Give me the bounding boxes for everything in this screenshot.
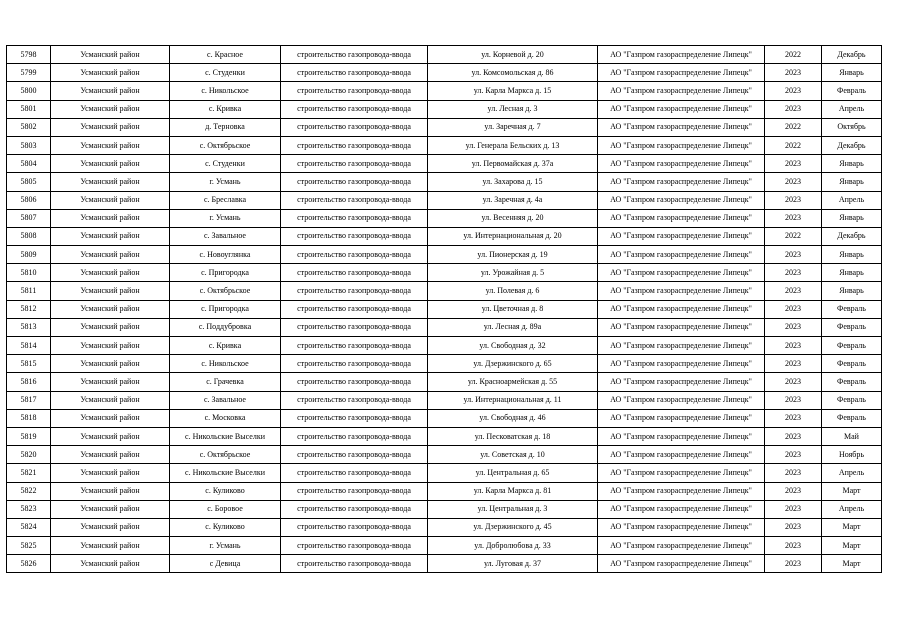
district-cell: Усманский район [51, 246, 170, 264]
settlement-cell: с. Октябрьское [170, 136, 281, 154]
organization-cell: АО "Газпром газораспределение Липецк" [598, 46, 765, 64]
address-cell: ул. Заречная д. 4а [428, 191, 598, 209]
organization-cell: АО "Газпром газораспределение Липецк" [598, 355, 765, 373]
work-type-cell: строительство газопровода-ввода [281, 337, 428, 355]
year-cell: 2023 [765, 155, 822, 173]
settlement-cell: с. Кривка [170, 100, 281, 118]
month-cell: Апрель [822, 500, 882, 518]
address-cell: ул. Луговая д. 37 [428, 555, 598, 573]
address-cell: ул. Комсомольская д. 86 [428, 64, 598, 82]
row-number-cell: 5807 [7, 209, 51, 227]
address-cell: ул. Захарова д. 15 [428, 173, 598, 191]
work-type-cell: строительство газопровода-ввода [281, 318, 428, 336]
year-cell: 2023 [765, 427, 822, 445]
year-cell: 2023 [765, 500, 822, 518]
district-cell: Усманский район [51, 518, 170, 536]
row-number-cell: 5809 [7, 246, 51, 264]
work-type-cell: строительство газопровода-ввода [281, 264, 428, 282]
settlement-cell: с. Студенки [170, 155, 281, 173]
table-row [7, 209, 882, 227]
work-type-cell: строительство газопровода-ввода [281, 409, 428, 427]
district-cell: Усманский район [51, 155, 170, 173]
row-number-cell: 5802 [7, 118, 51, 136]
work-type-cell: строительство газопровода-ввода [281, 464, 428, 482]
work-type-cell: строительство газопровода-ввода [281, 555, 428, 573]
year-cell: 2023 [765, 300, 822, 318]
month-cell: Март [822, 555, 882, 573]
organization-cell: АО "Газпром газораспределение Липецк" [598, 391, 765, 409]
month-cell: Март [822, 537, 882, 555]
district-cell: Усманский район [51, 173, 170, 191]
settlement-cell: с. Куликово [170, 518, 281, 536]
settlement-cell: с. Московка [170, 409, 281, 427]
organization-cell: АО "Газпром газораспределение Липецк" [598, 318, 765, 336]
table-body [7, 46, 882, 573]
row-number-cell: 5812 [7, 300, 51, 318]
organization-cell: АО "Газпром газораспределение Липецк" [598, 155, 765, 173]
settlement-cell: г. Усмань [170, 537, 281, 555]
year-cell: 2023 [765, 64, 822, 82]
year-cell: 2023 [765, 282, 822, 300]
address-cell: ул. Свободная д. 32 [428, 337, 598, 355]
table-row [7, 427, 882, 445]
work-type-cell: строительство газопровода-ввода [281, 173, 428, 191]
address-cell: ул. Интернациональная д. 20 [428, 227, 598, 245]
organization-cell: АО "Газпром газораспределение Липецк" [598, 373, 765, 391]
settlement-cell: с. Поддубровка [170, 318, 281, 336]
table-row [7, 446, 882, 464]
month-cell: Февраль [822, 373, 882, 391]
table-row [7, 64, 882, 82]
month-cell: Январь [822, 282, 882, 300]
address-cell: ул. Дзержинского д. 65 [428, 355, 598, 373]
organization-cell: АО "Газпром газораспределение Липецк" [598, 500, 765, 518]
year-cell: 2023 [765, 173, 822, 191]
work-type-cell: строительство газопровода-ввода [281, 227, 428, 245]
year-cell: 2023 [765, 518, 822, 536]
district-cell: Усманский район [51, 264, 170, 282]
row-number-cell: 5799 [7, 64, 51, 82]
organization-cell: АО "Газпром газораспределение Липецк" [598, 555, 765, 573]
row-number-cell: 5798 [7, 46, 51, 64]
settlement-cell: с. Октябрьское [170, 282, 281, 300]
address-cell: ул. Карла Маркса д. 81 [428, 482, 598, 500]
district-cell: Усманский район [51, 373, 170, 391]
work-type-cell: строительство газопровода-ввода [281, 100, 428, 118]
table-row [7, 409, 882, 427]
work-type-cell: строительство газопровода-ввода [281, 155, 428, 173]
settlement-cell: с. Красное [170, 46, 281, 64]
work-type-cell: строительство газопровода-ввода [281, 136, 428, 154]
row-number-cell: 5824 [7, 518, 51, 536]
row-number-cell: 5826 [7, 555, 51, 573]
settlement-cell: с. Грачевка [170, 373, 281, 391]
address-cell: ул. Центральная д. 3 [428, 500, 598, 518]
work-type-cell: строительство газопровода-ввода [281, 446, 428, 464]
year-cell: 2022 [765, 118, 822, 136]
year-cell: 2023 [765, 100, 822, 118]
work-type-cell: строительство газопровода-ввода [281, 537, 428, 555]
month-cell: Апрель [822, 100, 882, 118]
settlement-cell: с. Куликово [170, 482, 281, 500]
year-cell: 2023 [765, 264, 822, 282]
row-number-cell: 5810 [7, 264, 51, 282]
month-cell: Январь [822, 246, 882, 264]
address-cell: ул. Пионерская д. 19 [428, 246, 598, 264]
district-cell: Усманский район [51, 482, 170, 500]
table-row [7, 355, 882, 373]
row-number-cell: 5822 [7, 482, 51, 500]
table-row [7, 46, 882, 64]
row-number-cell: 5813 [7, 318, 51, 336]
row-number-cell: 5808 [7, 227, 51, 245]
organization-cell: АО "Газпром газораспределение Липецк" [598, 482, 765, 500]
table-row [7, 555, 882, 573]
organization-cell: АО "Газпром газораспределение Липецк" [598, 282, 765, 300]
row-number-cell: 5817 [7, 391, 51, 409]
month-cell: Апрель [822, 464, 882, 482]
settlement-cell: с. Завальное [170, 227, 281, 245]
district-cell: Усманский район [51, 282, 170, 300]
month-cell: Март [822, 482, 882, 500]
row-number-cell: 5805 [7, 173, 51, 191]
organization-cell: АО "Газпром газораспределение Липецк" [598, 518, 765, 536]
row-number-cell: 5803 [7, 136, 51, 154]
gas-connection-table [6, 45, 882, 573]
month-cell: Февраль [822, 355, 882, 373]
organization-cell: АО "Газпром газораспределение Липецк" [598, 100, 765, 118]
month-cell: Январь [822, 264, 882, 282]
district-cell: Усманский район [51, 318, 170, 336]
organization-cell: АО "Газпром газораспределение Липецк" [598, 82, 765, 100]
month-cell: Март [822, 518, 882, 536]
month-cell: Ноябрь [822, 446, 882, 464]
month-cell: Январь [822, 173, 882, 191]
year-cell: 2023 [765, 337, 822, 355]
table-row [7, 337, 882, 355]
work-type-cell: строительство газопровода-ввода [281, 500, 428, 518]
work-type-cell: строительство газопровода-ввода [281, 300, 428, 318]
district-cell: Усманский район [51, 191, 170, 209]
work-type-cell: строительство газопровода-ввода [281, 246, 428, 264]
work-type-cell: строительство газопровода-ввода [281, 518, 428, 536]
row-number-cell: 5806 [7, 191, 51, 209]
table-row [7, 264, 882, 282]
organization-cell: АО "Газпром газораспределение Липецк" [598, 209, 765, 227]
district-cell: Усманский район [51, 136, 170, 154]
month-cell: Апрель [822, 191, 882, 209]
district-cell: Усманский район [51, 464, 170, 482]
year-cell: 2022 [765, 227, 822, 245]
month-cell: Декабрь [822, 46, 882, 64]
year-cell: 2023 [765, 355, 822, 373]
organization-cell: АО "Газпром газораспределение Липецк" [598, 136, 765, 154]
work-type-cell: строительство газопровода-ввода [281, 118, 428, 136]
year-cell: 2023 [765, 482, 822, 500]
organization-cell: АО "Газпром газораспределение Липецк" [598, 537, 765, 555]
district-cell: Усманский район [51, 446, 170, 464]
row-number-cell: 5823 [7, 500, 51, 518]
row-number-cell: 5825 [7, 537, 51, 555]
month-cell: Декабрь [822, 227, 882, 245]
address-cell: ул. Свободная д. 46 [428, 409, 598, 427]
table-row [7, 318, 882, 336]
address-cell: ул. Карла Маркса д. 15 [428, 82, 598, 100]
organization-cell: АО "Газпром газораспределение Липецк" [598, 64, 765, 82]
settlement-cell: с. Новоуглянка [170, 246, 281, 264]
district-cell: Усманский район [51, 537, 170, 555]
address-cell: ул. Цветочная д. 8 [428, 300, 598, 318]
settlement-cell: с. Никольское [170, 355, 281, 373]
address-cell: ул. Весенняя д. 20 [428, 209, 598, 227]
address-cell: ул. Интернациональная д. 11 [428, 391, 598, 409]
district-cell: Усманский район [51, 409, 170, 427]
settlement-cell: с. Никольское [170, 82, 281, 100]
document-table-container [6, 45, 882, 573]
year-cell: 2023 [765, 209, 822, 227]
work-type-cell: строительство газопровода-ввода [281, 82, 428, 100]
table-row [7, 537, 882, 555]
address-cell: ул. Центральная д. 65 [428, 464, 598, 482]
table-row [7, 227, 882, 245]
organization-cell: АО "Газпром газораспределение Липецк" [598, 409, 765, 427]
work-type-cell: строительство газопровода-ввода [281, 191, 428, 209]
district-cell: Усманский район [51, 209, 170, 227]
year-cell: 2023 [765, 409, 822, 427]
organization-cell: АО "Газпром газораспределение Липецк" [598, 191, 765, 209]
month-cell: Январь [822, 64, 882, 82]
address-cell: ул. Добролюбова д. 33 [428, 537, 598, 555]
organization-cell: АО "Газпром газораспределение Липецк" [598, 300, 765, 318]
district-cell: Усманский район [51, 64, 170, 82]
month-cell: Январь [822, 155, 882, 173]
settlement-cell: с. Кривка [170, 337, 281, 355]
address-cell: ул. Красноармейская д. 55 [428, 373, 598, 391]
work-type-cell: строительство газопровода-ввода [281, 46, 428, 64]
month-cell: Февраль [822, 337, 882, 355]
district-cell: Усманский район [51, 391, 170, 409]
month-cell: Февраль [822, 409, 882, 427]
address-cell: ул. Полевая д. 6 [428, 282, 598, 300]
year-cell: 2023 [765, 555, 822, 573]
address-cell: ул. Генерала Бельских д. 13 [428, 136, 598, 154]
settlement-cell: с. Пригородка [170, 264, 281, 282]
settlement-cell: с. Октябрьское [170, 446, 281, 464]
organization-cell: АО "Газпром газораспределение Липецк" [598, 227, 765, 245]
year-cell: 2023 [765, 446, 822, 464]
district-cell: Усманский район [51, 82, 170, 100]
table-row [7, 464, 882, 482]
row-number-cell: 5819 [7, 427, 51, 445]
year-cell: 2023 [765, 82, 822, 100]
year-cell: 2022 [765, 46, 822, 64]
address-cell: ул. Лесная д. 3 [428, 100, 598, 118]
district-cell: Усманский район [51, 118, 170, 136]
row-number-cell: 5811 [7, 282, 51, 300]
row-number-cell: 5800 [7, 82, 51, 100]
address-cell: ул. Дзержинского д. 45 [428, 518, 598, 536]
district-cell: Усманский район [51, 427, 170, 445]
table-row [7, 500, 882, 518]
month-cell: Октябрь [822, 118, 882, 136]
month-cell: Февраль [822, 300, 882, 318]
organization-cell: АО "Газпром газораспределение Липецк" [598, 264, 765, 282]
year-cell: 2023 [765, 246, 822, 264]
row-number-cell: 5815 [7, 355, 51, 373]
settlement-cell: с. Студенки [170, 64, 281, 82]
work-type-cell: строительство газопровода-ввода [281, 209, 428, 227]
settlement-cell: г. Усмань [170, 173, 281, 191]
work-type-cell: строительство газопровода-ввода [281, 427, 428, 445]
table-row [7, 191, 882, 209]
table-row [7, 300, 882, 318]
organization-cell: АО "Газпром газораспределение Липецк" [598, 246, 765, 264]
work-type-cell: строительство газопровода-ввода [281, 482, 428, 500]
district-cell: Усманский район [51, 46, 170, 64]
work-type-cell: строительство газопровода-ввода [281, 391, 428, 409]
organization-cell: АО "Газпром газораспределение Липецк" [598, 118, 765, 136]
row-number-cell: 5801 [7, 100, 51, 118]
district-cell: Усманский район [51, 100, 170, 118]
month-cell: Февраль [822, 82, 882, 100]
district-cell: Усманский район [51, 300, 170, 318]
organization-cell: АО "Газпром газораспределение Липецк" [598, 337, 765, 355]
address-cell: ул. Лесная д. 89а [428, 318, 598, 336]
row-number-cell: 5818 [7, 409, 51, 427]
settlement-cell: с. Завальное [170, 391, 281, 409]
month-cell: Январь [822, 209, 882, 227]
row-number-cell: 5821 [7, 464, 51, 482]
address-cell: ул. Корневой д. 20 [428, 46, 598, 64]
district-cell: Усманский район [51, 355, 170, 373]
organization-cell: АО "Газпром газораспределение Липецк" [598, 173, 765, 191]
table-row [7, 373, 882, 391]
table-row [7, 518, 882, 536]
row-number-cell: 5814 [7, 337, 51, 355]
month-cell: Декабрь [822, 136, 882, 154]
month-cell: Февраль [822, 318, 882, 336]
row-number-cell: 5820 [7, 446, 51, 464]
district-cell: Усманский район [51, 227, 170, 245]
table-row [7, 136, 882, 154]
row-number-cell: 5804 [7, 155, 51, 173]
settlement-cell: с. Бреславка [170, 191, 281, 209]
organization-cell: АО "Газпром газораспределение Липецк" [598, 446, 765, 464]
address-cell: ул. Песковатская д. 18 [428, 427, 598, 445]
address-cell: ул. Заречная д. 7 [428, 118, 598, 136]
address-cell: ул. Урожайная д. 5 [428, 264, 598, 282]
work-type-cell: строительство газопровода-ввода [281, 373, 428, 391]
settlement-cell: г. Усмань [170, 209, 281, 227]
table-row [7, 173, 882, 191]
table-row [7, 246, 882, 264]
settlement-cell: с. Никольские Выселки [170, 464, 281, 482]
table-row [7, 155, 882, 173]
year-cell: 2023 [765, 191, 822, 209]
year-cell: 2022 [765, 136, 822, 154]
year-cell: 2023 [765, 391, 822, 409]
district-cell: Усманский район [51, 555, 170, 573]
year-cell: 2023 [765, 464, 822, 482]
table-row [7, 118, 882, 136]
month-cell: Май [822, 427, 882, 445]
work-type-cell: строительство газопровода-ввода [281, 64, 428, 82]
table-row [7, 391, 882, 409]
address-cell: ул. Советская д. 10 [428, 446, 598, 464]
work-type-cell: строительство газопровода-ввода [281, 355, 428, 373]
year-cell: 2023 [765, 373, 822, 391]
year-cell: 2023 [765, 318, 822, 336]
settlement-cell: с. Пригородка [170, 300, 281, 318]
table-row [7, 100, 882, 118]
settlement-cell: д. Терновка [170, 118, 281, 136]
settlement-cell: с. Боровое [170, 500, 281, 518]
organization-cell: АО "Газпром газораспределение Липецк" [598, 427, 765, 445]
year-cell: 2023 [765, 537, 822, 555]
district-cell: Усманский район [51, 500, 170, 518]
table-row [7, 82, 882, 100]
table-row [7, 482, 882, 500]
settlement-cell: с Девица [170, 555, 281, 573]
organization-cell: АО "Газпром газораспределение Липецк" [598, 464, 765, 482]
month-cell: Февраль [822, 391, 882, 409]
address-cell: ул. Первомайская д. 37а [428, 155, 598, 173]
work-type-cell: строительство газопровода-ввода [281, 282, 428, 300]
table-row [7, 282, 882, 300]
settlement-cell: с. Никольские Выселки [170, 427, 281, 445]
row-number-cell: 5816 [7, 373, 51, 391]
district-cell: Усманский район [51, 337, 170, 355]
